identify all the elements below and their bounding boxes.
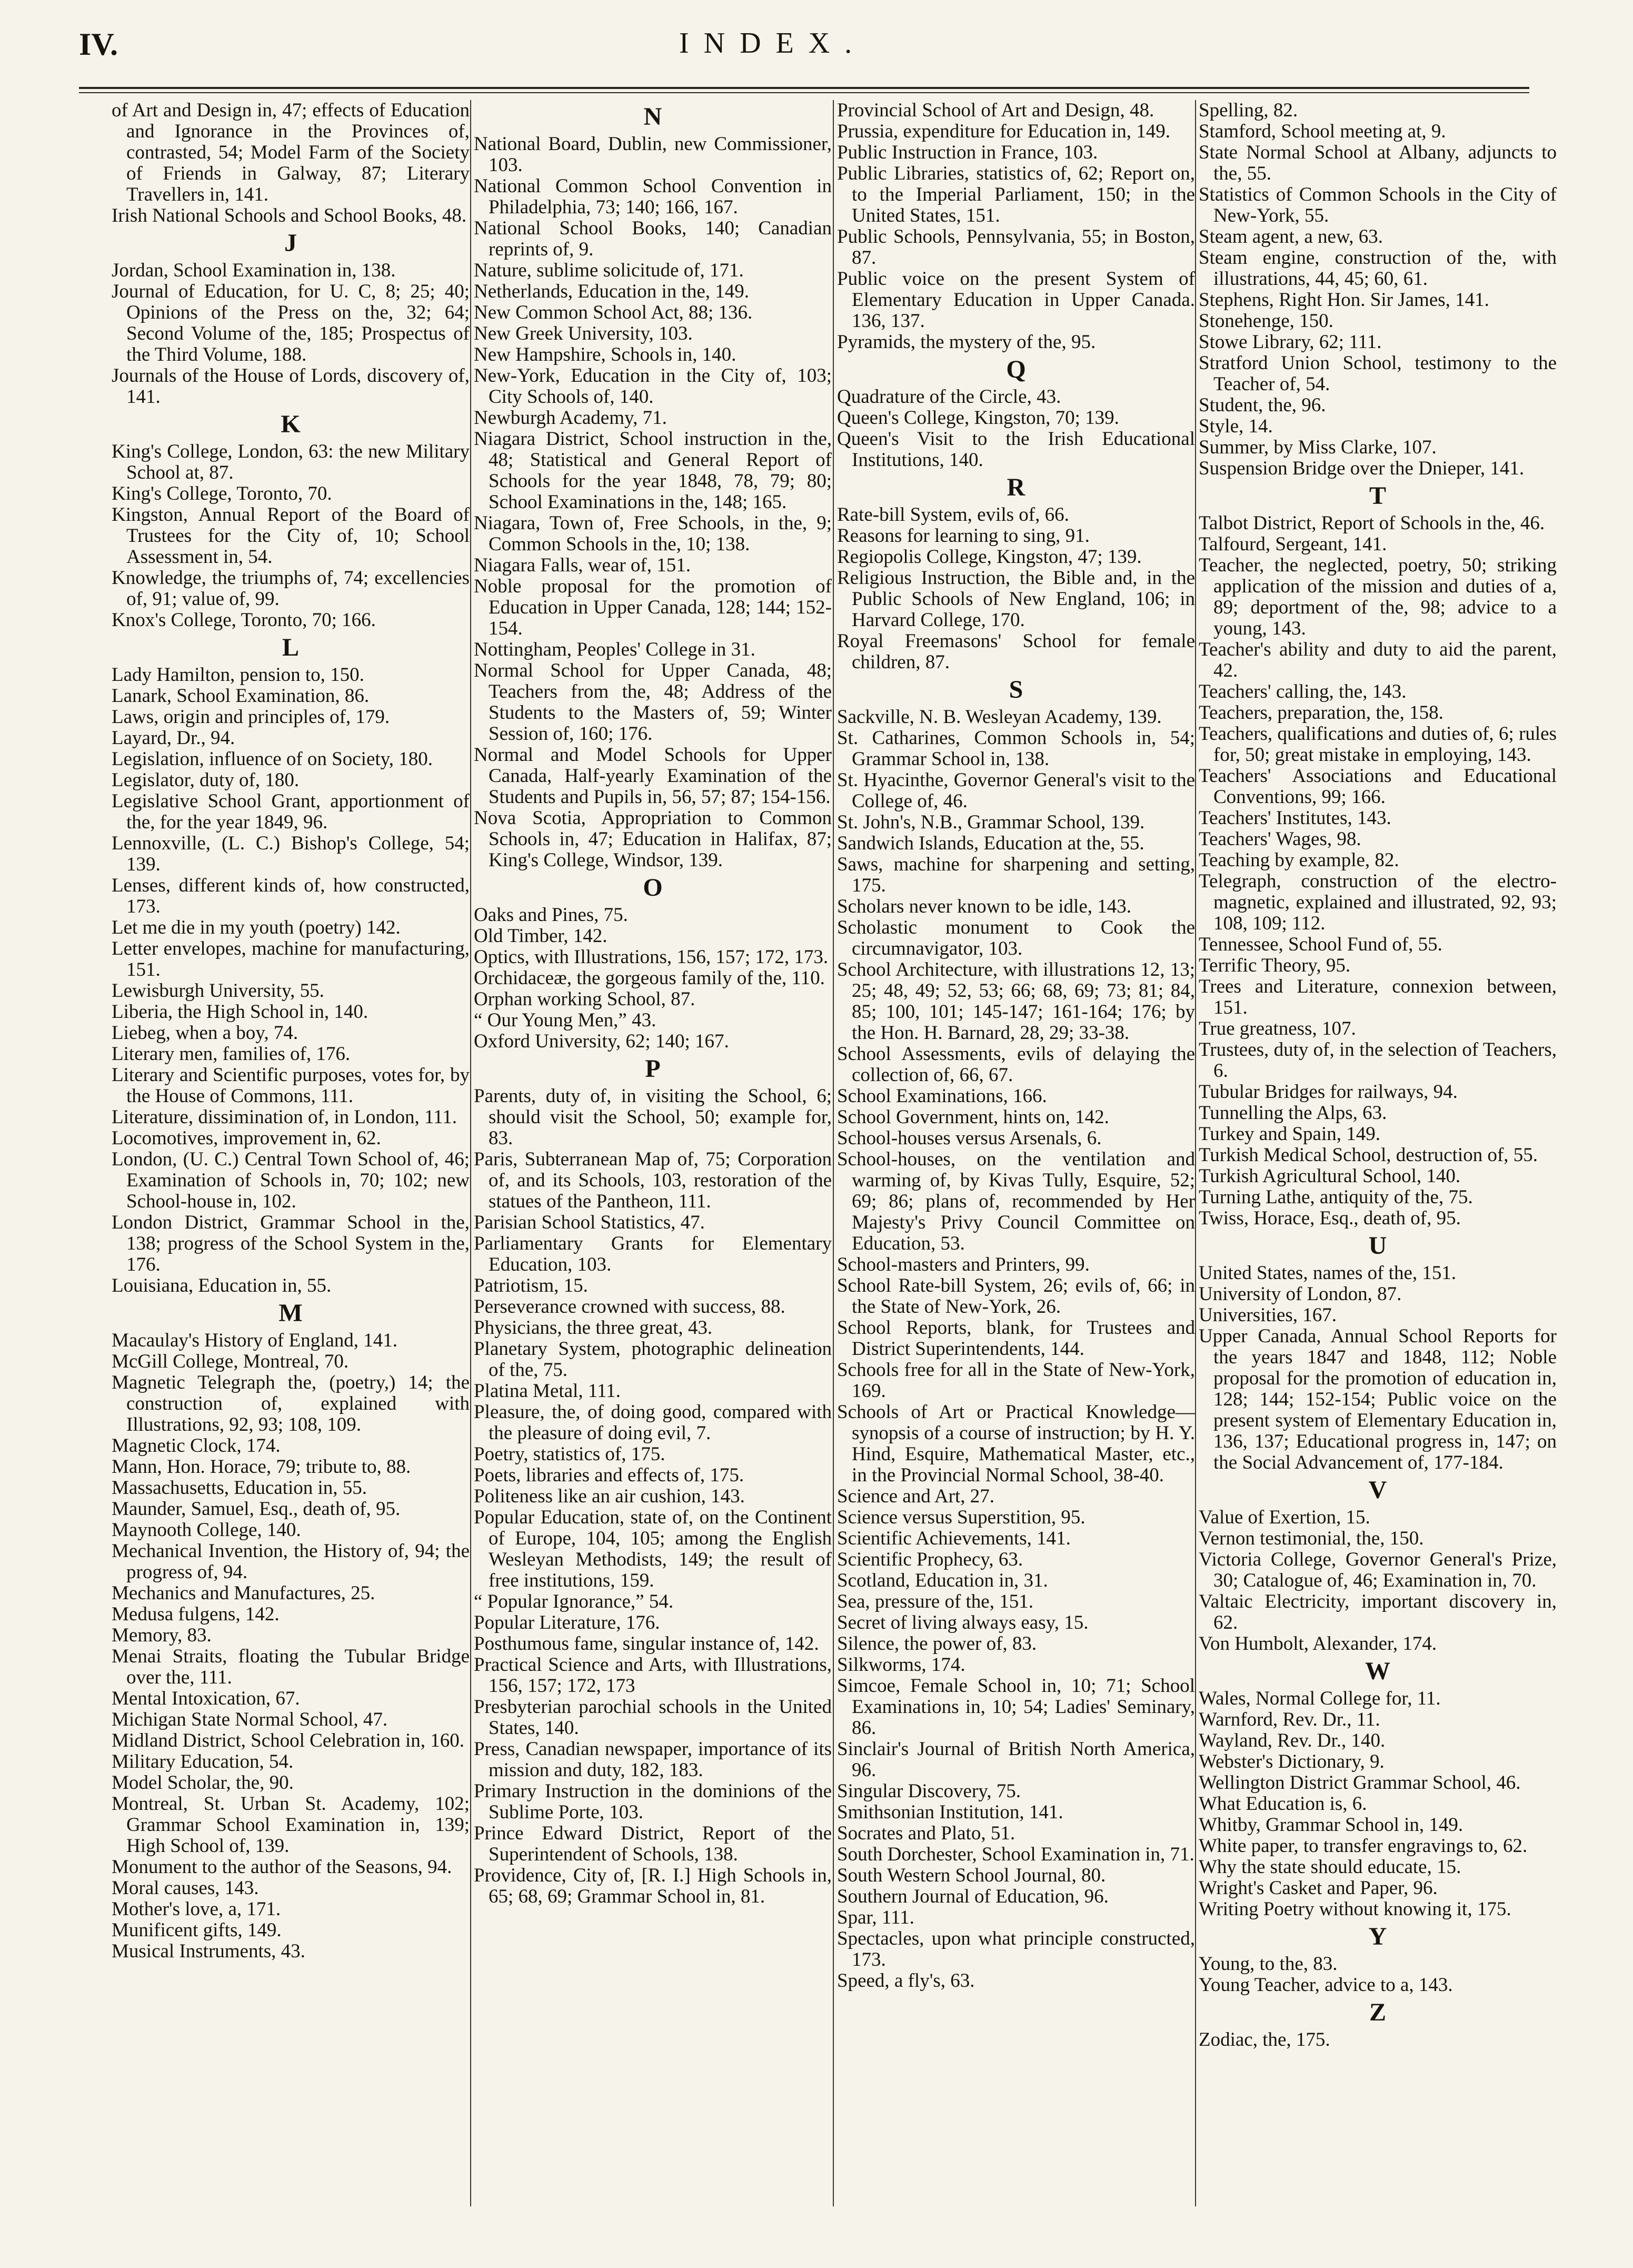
- index-entry: School Assessments, evils of delaying the collection of, 66, 67.: [837, 1043, 1195, 1086]
- index-entry: King's College, Toronto, 70.: [112, 483, 332, 504]
- index-entry: Spar, 111.: [837, 1907, 914, 1928]
- section-letter-heading: W: [1365, 1657, 1390, 1685]
- index-entry: Parents, duty of, in visiting the School, 6; should visit the School, 50; example for, 83.: [474, 1085, 832, 1149]
- index-entry: Macaulay's History of England, 141.: [112, 1330, 398, 1351]
- index-entry: Knox's College, Toronto, 70; 166.: [112, 609, 376, 631]
- index-entry: Scotland, Education in, 31.: [837, 1570, 1048, 1591]
- index-entry: Queen's College, Kingston, 70; 139.: [837, 407, 1119, 429]
- index-entry: Public Schools, Pennsylvania, 55; in Boston, 87.: [837, 226, 1195, 269]
- index-entry: Niagara, Town of, Free Schools, in the, 9; Common Schools in the, 10; 138.: [474, 512, 832, 555]
- index-entry: Providence, City of, [R. I.] High Schools in, 65; 68, 69; Grammar School in, 81.: [474, 1865, 832, 1907]
- section-letter-heading: O: [643, 874, 663, 902]
- index-entry: Regiopolis College, Kingston, 47; 139.: [837, 546, 1142, 568]
- index-entry: Style, 14.: [1199, 415, 1273, 437]
- index-entry: Sackville, N. B. Wesleyan Academy, 139.: [837, 706, 1162, 728]
- index-entry: Pleasure, the, of doing good, compared with the pleasure of doing evil, 7.: [474, 1401, 832, 1444]
- index-entry: Wales, Normal College for, 11.: [1199, 1688, 1441, 1709]
- index-entry: Paris, Subterranean Map of, 75; Corporation of, and its Schools, 103, restoration of the statues of the Pantheon, 111.: [474, 1148, 832, 1212]
- index-entry: Oxford University, 62; 140; 167.: [474, 1031, 729, 1052]
- index-entry: Parliamentary Grants for Elementary Education, 103.: [474, 1233, 832, 1275]
- index-entry: Normal and Model Schools for Upper Canada, Half-yearly Examination of the Students and Pupils in, 56, 57; 87; 154-156.: [474, 744, 832, 808]
- index-entry: National Board, Dublin, new Commissioner, 103.: [474, 133, 832, 176]
- index-entry: Teachers' Institutes, 143.: [1199, 807, 1391, 829]
- index-entry: Turkish Medical School, destruction of, 55.: [1199, 1144, 1538, 1166]
- index-entry: Wright's Casket and Paper, 96.: [1199, 1877, 1438, 1899]
- index-entry: Tubular Bridges for railways, 94.: [1199, 1081, 1458, 1103]
- index-entry: Valtaic Electricity, important discovery in, 62.: [1199, 1591, 1557, 1633]
- index-entry: Von Humbolt, Alexander, 174.: [1199, 1633, 1437, 1655]
- index-entry: Letter envelopes, machine for manufacturing, 151.: [112, 938, 470, 981]
- index-entry: Liebeg, when a boy, 74.: [112, 1022, 298, 1044]
- index-entry: Louisiana, Education in, 55.: [112, 1275, 332, 1296]
- index-entry: Turkey and Spain, 149.: [1199, 1123, 1380, 1145]
- index-entry: Teachers, preparation, the, 158.: [1199, 702, 1443, 724]
- index-entry: Newburgh Academy, 71.: [474, 407, 667, 429]
- index-entry: Turkish Agricultural School, 140.: [1199, 1165, 1461, 1187]
- index-entry: National School Books, 140; Canadian reprints of, 9.: [474, 217, 832, 260]
- index-entry: Teachers' Wages, 98.: [1199, 828, 1361, 850]
- page-number: IV.: [79, 27, 118, 62]
- index-entry: Nottingham, Peoples' College in 31.: [474, 639, 755, 660]
- index-entry: Speed, a fly's, 63.: [837, 1970, 975, 1992]
- column-divider: [470, 100, 471, 2206]
- index-entry: Poetry, statistics of, 175.: [474, 1443, 665, 1465]
- section-letter-heading: J: [284, 229, 297, 257]
- index-entry: Steam agent, a new, 63.: [1199, 226, 1383, 247]
- index-entry: of Art and Design in, 47; effects of Education and Ignorance in the Provinces of, contrasted, 54; Model Farm of the Society of Friends in Galway, 87; Literary Travellers in, 141.: [112, 100, 470, 205]
- index-entry: Royal Freemasons' School for female children, 87.: [837, 630, 1195, 673]
- index-entry: Optics, with Illustrations, 156, 157; 172, 173.: [474, 946, 829, 968]
- index-entry: Tennessee, School Fund of, 55.: [1199, 934, 1442, 955]
- index-entry: Teacher's ability and duty to aid the parent, 42.: [1199, 639, 1557, 681]
- index-entry: Talbot District, Report of Schools in the, 46.: [1199, 512, 1545, 534]
- section-letter-heading: S: [1009, 676, 1023, 704]
- index-entry: Legislator, duty of, 180.: [112, 769, 300, 791]
- index-entry: South Western School Journal, 80.: [837, 1865, 1106, 1886]
- index-entry: Let me die in my youth (poetry) 142.: [112, 917, 401, 938]
- index-entry: Student, the, 96.: [1199, 394, 1326, 416]
- index-entry: Writing Poetry without knowing it, 175.: [1199, 1898, 1511, 1920]
- index-entry: Prussia, expenditure for Education in, 149.: [837, 121, 1170, 142]
- index-entry: Talfourd, Sergeant, 141.: [1199, 533, 1387, 555]
- index-entry: Mechanical Invention, the History of, 94; the progress of, 94.: [112, 1540, 470, 1583]
- index-entry: Orchidaceæ, the gorgeous family of the, 110.: [474, 967, 825, 989]
- header-rule-thin: [79, 92, 1529, 93]
- index-entry: Twiss, Horace, Esq., death of, 95.: [1199, 1207, 1461, 1229]
- index-entry: Netherlands, Education in the, 149.: [474, 281, 750, 302]
- index-entry: Irish National Schools and School Books, 48.: [112, 205, 467, 226]
- index-entry: Trustees, duty of, in the selection of Teachers, 6.: [1199, 1039, 1557, 1082]
- index-entry: Moral causes, 143.: [112, 1877, 259, 1899]
- index-entry: Zodiac, the, 175.: [1199, 2029, 1330, 2051]
- index-entry: “ Popular Ignorance,” 54.: [474, 1591, 674, 1612]
- index-entry: Knowledge, the triumphs of, 74; excellencies of, 91; value of, 99.: [112, 567, 470, 610]
- index-entry: Mental Intoxication, 67.: [112, 1688, 300, 1709]
- index-entry: Journal of Education, for U. C, 8; 25; 40; Opinions of the Press on the, 32; 64; Second Volume of the, 185; Prospectus of the Third Volume, 188.: [112, 281, 470, 365]
- index-entry: London, (U. C.) Central Town School of, 46; Examination of Schools in, 70; 102; new School-house in, 102.: [112, 1148, 470, 1212]
- index-entry: Nova Scotia, Appropriation to Common Schools in, 47; Education in Halifax, 87; King's College, Windsor, 139.: [474, 807, 832, 871]
- index-entry: Trees and Literature, connexion between, 151.: [1199, 976, 1557, 1018]
- index-entry: Summer, by Miss Clarke, 107.: [1199, 437, 1437, 458]
- index-entry: Provincial School of Art and Design, 48.: [837, 100, 1154, 121]
- index-entry: Lady Hamilton, pension to, 150.: [112, 664, 364, 686]
- index-entry: Teachers' Associations and Educational Conventions, 99; 166.: [1199, 765, 1557, 808]
- index-entry: Universities, 167.: [1199, 1304, 1337, 1326]
- index-entry: Platina Metal, 111.: [474, 1380, 621, 1402]
- index-entry: Politeness like an air cushion, 143.: [474, 1485, 745, 1507]
- index-entry: University of London, 87.: [1199, 1283, 1402, 1305]
- index-entry: School Rate-bill System, 26; evils of, 66; in the State of New-York, 26.: [837, 1275, 1195, 1318]
- index-entry: Religious Instruction, the Bible and, in the Public Schools of New England, 106; in Harvard College, 170.: [837, 567, 1195, 631]
- index-entry: What Education is, 6.: [1199, 1793, 1367, 1815]
- index-entry: Schools of Art or Practical Knowledge—synopsis of a course of instruction; by H. Y. Hind, Esquire, Mathematical Master, etc., in the Provincial Normal School, 38-40.: [837, 1401, 1195, 1486]
- index-entry: White paper, to transfer engravings to, 62.: [1199, 1835, 1528, 1857]
- index-entry: St. Hyacinthe, Governor General's visit to the College of, 46.: [837, 769, 1195, 812]
- index-entry: Scientific Prophecy, 63.: [837, 1549, 1023, 1570]
- index-entry: Statistics of Common Schools in the City of New-York, 55.: [1199, 184, 1557, 226]
- index-entry: School Examinations, 166.: [837, 1085, 1047, 1107]
- index-entry: Medusa fulgens, 142.: [112, 1603, 280, 1625]
- section-letter-heading: K: [281, 410, 301, 438]
- index-entry: Terrific Theory, 95.: [1199, 955, 1351, 976]
- index-entry: Musical Instruments, 43.: [112, 1940, 305, 1962]
- index-entry: Stamford, School meeting at, 9.: [1199, 121, 1446, 142]
- index-entry: Press, Canadian newspaper, importance of its mission and duty, 182, 183.: [474, 1738, 832, 1781]
- index-entry: Physicians, the three great, 43.: [474, 1317, 713, 1339]
- index-entry: Queen's Visit to the Irish Educational Institutions, 140.: [837, 428, 1195, 471]
- index-entry: Old Timber, 142.: [474, 925, 608, 947]
- index-entry: Journals of the House of Lords, discovery of, 141.: [112, 365, 470, 408]
- index-entry: Lanark, School Examination, 86.: [112, 685, 370, 707]
- index-entry: Liberia, the High School in, 140.: [112, 1001, 369, 1023]
- index-entry: Model Scholar, the, 90.: [112, 1772, 294, 1794]
- index-entry: Normal School for Upper Canada, 48; Teachers from the, 48; Address of the Students to the Masters of, 59; Winter Session of, 160; 176.: [474, 660, 832, 745]
- index-entry: Silkworms, 174.: [837, 1654, 965, 1676]
- index-entry: Upper Canada, Annual School Reports for the years 1847 and 1848, 112; Noble proposal for the promotion of education in, 128; 144; 152-154; Public voice on the present system of Elementary Education in, 136, 137; Educational progress in, 147; on the Social Advancement of, 177-184.: [1199, 1325, 1557, 1473]
- index-entry: Poets, libraries and effects of, 175.: [474, 1464, 744, 1486]
- index-entry: Wellington District Grammar School, 46.: [1199, 1772, 1521, 1794]
- index-entry: Secret of living always easy, 15.: [837, 1612, 1089, 1633]
- index-entry: Pyramids, the mystery of the, 95.: [837, 331, 1096, 353]
- section-letter-heading: V: [1368, 1476, 1387, 1504]
- index-entry: Singular Discovery, 75.: [837, 1780, 1021, 1802]
- index-entry: Perseverance crowned with success, 88.: [474, 1296, 785, 1318]
- index-entry: New Greek University, 103.: [474, 323, 693, 344]
- section-letter-heading: N: [643, 103, 662, 131]
- index-entry: Southern Journal of Education, 96.: [837, 1886, 1109, 1907]
- index-entry: Saws, machine for sharpening and setting, 175.: [837, 854, 1195, 896]
- index-entry: Why the state should educate, 15.: [1199, 1856, 1461, 1878]
- index-entry: Scientific Achievements, 141.: [837, 1528, 1071, 1549]
- index-entry: Patriotism, 15.: [474, 1275, 588, 1296]
- index-entry: Memory, 83.: [112, 1625, 212, 1646]
- index-entry: Literary and Scientific purposes, votes for, by the House of Commons, 111.: [112, 1064, 470, 1107]
- index-entry: Locomotives, improvement in, 62.: [112, 1127, 381, 1149]
- index-entry: Turning Lathe, antiquity of the, 75.: [1199, 1186, 1473, 1208]
- index-entry: Warnford, Rev. Dr., 11.: [1199, 1709, 1380, 1730]
- index-entry: Monument to the author of the Seasons, 94.: [112, 1856, 452, 1878]
- index-entry: Sandwich Islands, Education at the, 55.: [837, 833, 1144, 854]
- section-letter-heading: P: [645, 1055, 661, 1083]
- index-entry: Webster's Dictionary, 9.: [1199, 1751, 1385, 1772]
- index-entry: Stephens, Right Hon. Sir James, 141.: [1199, 289, 1489, 311]
- section-letter-heading: U: [1368, 1232, 1387, 1260]
- index-entry: Quadrature of the Circle, 43.: [837, 386, 1061, 408]
- index-entry: Young Teacher, advice to a, 143.: [1199, 1974, 1453, 1996]
- index-entry: Presbyterian parochial schools in the United States, 140.: [474, 1696, 832, 1739]
- index-entry: School Architecture, with illustrations 12, 13; 25; 48, 49; 52, 53; 66; 68, 69; 73; 81; 84, 85; 100, 101; 145-147; 161-164; 176; by the Hon. H. Barnard, 28, 29; 33-38.: [837, 959, 1195, 1044]
- index-entry: Stratford Union School, testimony to the Teacher of, 54.: [1199, 352, 1557, 395]
- index-entry: Sinclair's Journal of British North America, 96.: [837, 1738, 1195, 1781]
- index-entry: St. John's, N.B., Grammar School, 139.: [837, 811, 1145, 833]
- index-entry: Schools free for all in the State of New-York, 169.: [837, 1359, 1195, 1402]
- index-entry: True greatness, 107.: [1199, 1018, 1356, 1039]
- index-entry: Socrates and Plato, 51.: [837, 1823, 1015, 1844]
- index-entry: Mechanics and Manufactures, 25.: [112, 1582, 375, 1604]
- index-entry: “ Our Young Men,” 43.: [474, 1009, 656, 1031]
- index-entry: Posthumous fame, singular instance of, 142.: [474, 1633, 819, 1655]
- index-entry: Lewisburgh University, 55.: [112, 980, 324, 1002]
- index-entry: Young, to the, 83.: [1199, 1953, 1338, 1975]
- index-entry: Popular Literature, 176.: [474, 1612, 660, 1633]
- index-entry: Teacher, the neglected, poetry, 50; striking application of the mission and duties of a, 89; deportment of the, 98; advice to a young, 143.: [1199, 554, 1557, 639]
- section-letter-heading: M: [278, 1299, 303, 1327]
- index-column-4: [1199, 100, 1557, 2254]
- index-entry: Simcoe, Female School in, 10; 71; School Examinations in, 10; 54; Ladies' Seminary, 86.: [837, 1675, 1195, 1739]
- index-entry: Teaching by example, 82.: [1199, 849, 1399, 871]
- index-entry: Mother's love, a, 171.: [112, 1898, 281, 1920]
- index-entry: McGill College, Montreal, 70.: [112, 1351, 349, 1372]
- section-letter-heading: R: [1007, 473, 1025, 501]
- index-entry: Vernon testimonial, the, 150.: [1199, 1528, 1424, 1549]
- index-entry: Prince Edward District, Report of the Superintendent of Schools, 138.: [474, 1823, 832, 1865]
- index-entry: Spelling, 82.: [1199, 100, 1298, 121]
- index-entry: Scholars never known to be idle, 143.: [837, 896, 1131, 917]
- index-entry: Laws, origin and principles of, 179.: [112, 706, 390, 728]
- header-rule: [79, 87, 1529, 89]
- index-entry: Nature, sublime solicitude of, 171.: [474, 260, 744, 281]
- index-entry: Midland District, School Celebration in, 160.: [112, 1730, 465, 1751]
- index-entry: Spectacles, upon what principle constructed, 173.: [837, 1928, 1195, 1970]
- index-entry: Practical Science and Arts, with Illustrations, 156, 157; 172, 173: [474, 1654, 832, 1697]
- index-entry: Mann, Hon. Horace, 79; tribute to, 88.: [112, 1456, 411, 1478]
- index-entry: National Common School Convention in Philadelphia, 73; 140; 166, 167.: [474, 175, 832, 218]
- index-entry: Smithsonian Institution, 141.: [837, 1801, 1063, 1823]
- index-entry: School Reports, blank, for Trustees and District Superintendents, 144.: [837, 1317, 1195, 1360]
- index-entry: London District, Grammar School in the, 138; progress of the School System in the, 176.: [112, 1212, 470, 1275]
- index-entry: St. Catharines, Common Schools in, 54; Grammar School in, 138.: [837, 727, 1195, 770]
- index-entry: Science and Art, 27.: [837, 1485, 994, 1507]
- column-divider: [833, 100, 834, 2206]
- index-entry: Rate-bill System, evils of, 66.: [837, 504, 1069, 526]
- index-entry: Whitby, Grammar School in, 149.: [1199, 1814, 1463, 1836]
- index-entry: New Hampshire, Schools in, 140.: [474, 344, 736, 365]
- index-entry: Stowe Library, 62; 111.: [1199, 331, 1382, 353]
- index-entry: South Dorchester, School Examination in, 71.: [837, 1844, 1194, 1865]
- index-entry: Literary men, families of, 176.: [112, 1043, 351, 1065]
- index-entry: Menai Straits, floating the Tubular Bridge over the, 111.: [112, 1646, 470, 1688]
- index-entry: Munificent gifts, 149.: [112, 1919, 282, 1941]
- index-entry: Planetary System, photographic delineation of the, 75.: [474, 1338, 832, 1381]
- index-entry: Silence, the power of, 83.: [837, 1633, 1037, 1655]
- index-entry: Popular Education, state of, on the Continent of Europe, 104, 105; among the English Wesleyan Methodists, 149; the result of free institutions, 159.: [474, 1507, 832, 1591]
- index-entry: Telegraph, construction of the electro-magnetic, explained and illustrated, 92, 93; 108, 109; 112.: [1199, 870, 1557, 934]
- index-entry: Noble proposal for the promotion of Education in Upper Canada, 128; 144; 152-154.: [474, 576, 832, 639]
- index-entry: Parisian School Statistics, 47.: [474, 1212, 705, 1233]
- index-column-2: [474, 100, 832, 2254]
- index-entry: Reasons for learning to sing, 91.: [837, 525, 1090, 547]
- index-entry: New Common School Act, 88; 136.: [474, 302, 753, 323]
- section-letter-heading: L: [282, 633, 299, 661]
- section-letter-heading: T: [1369, 482, 1386, 510]
- index-entry: Wayland, Rev. Dr., 140.: [1199, 1730, 1386, 1751]
- index-entry: Teachers' calling, the, 143.: [1199, 681, 1407, 702]
- index-entry: Scholastic monument to Cook the circumnavigator, 103.: [837, 917, 1195, 959]
- index-entry: Niagara Falls, wear of, 151.: [474, 554, 691, 576]
- index-entry: Military Education, 54.: [112, 1751, 294, 1772]
- index-entry: Massachusetts, Education in, 55.: [112, 1477, 367, 1499]
- index-entry: New-York, Education in the City of, 103; City Schools of, 140.: [474, 365, 832, 408]
- index-entry: Kingston, Annual Report of the Board of Trustees for the City of, 10; School Assessment in, 54.: [112, 504, 470, 568]
- index-entry: State Normal School at Albany, adjuncts to the, 55.: [1199, 142, 1557, 184]
- index-entry: Montreal, St. Urban St. Academy, 102; Grammar School Examination in, 139; High School of, 139.: [112, 1793, 470, 1857]
- index-entry: Magnetic Telegraph the, (poetry,) 14; the construction of, explained with Illustrations, 92, 93; 108, 109.: [112, 1372, 470, 1435]
- index-entry: Tunnelling the Alps, 63.: [1199, 1102, 1387, 1124]
- index-entry: Magnetic Clock, 174.: [112, 1435, 281, 1457]
- section-letter-heading: Z: [1369, 1998, 1386, 2026]
- index-entry: Orphan working School, 87.: [474, 988, 695, 1010]
- section-letter-heading: Q: [1006, 355, 1026, 383]
- column-divider: [1195, 100, 1196, 2206]
- index-entry: Michigan State Normal School, 47.: [112, 1709, 388, 1730]
- index-entry: Niagara District, School instruction in the, 48; Statistical and General Report of Schools for the year 1848, 78, 79; 80; School Examinations in the, 148; 165.: [474, 428, 832, 513]
- index-entry: Maynooth College, 140.: [112, 1519, 301, 1541]
- index-entry: United States, names of the, 151.: [1199, 1262, 1457, 1284]
- index-entry: Public voice on the present System of Elementary Education in Upper Canada. 136, 137.: [837, 268, 1195, 332]
- index-entry: Value of Exertion, 15.: [1199, 1507, 1370, 1528]
- section-letter-heading: Y: [1368, 1923, 1387, 1950]
- index-entry: Teachers, qualifications and duties of, 6; rules for, 50; great mistake in employing, 143.: [1199, 723, 1557, 766]
- index-entry: Legislative School Grant, apportionment of the, for the year 1849, 96.: [112, 790, 470, 833]
- index-entry: Maunder, Samuel, Esq., death of, 95.: [112, 1498, 401, 1520]
- index-entry: Legislation, influence of on Society, 180.: [112, 748, 433, 770]
- index-entry: Lenses, different kinds of, how constructed, 173.: [112, 875, 470, 917]
- index-entry: School Government, hints on, 142.: [837, 1106, 1109, 1128]
- index-entry: Sea, pressure of the, 151.: [837, 1591, 1033, 1612]
- index-entry: Layard, Dr., 94.: [112, 727, 235, 749]
- index-entry: Science versus Superstition, 95.: [837, 1507, 1086, 1528]
- index-column-3: [837, 100, 1195, 2254]
- index-entry: Steam engine, construction of the, with illustrations, 44, 45; 60, 61.: [1199, 247, 1557, 290]
- index-entry: Lennoxville, (L. C.) Bishop's College, 54; 139.: [112, 833, 470, 875]
- index-entry: Public Instruction in France, 103.: [837, 142, 1098, 163]
- page-header: [0, 21, 1633, 68]
- index-entry: Primary Instruction in the dominions of the Sublime Porte, 103.: [474, 1780, 832, 1823]
- index-entry: Stonehenge, 150.: [1199, 310, 1333, 332]
- index-entry: Literature, dissimination of, in London, 111.: [112, 1106, 457, 1128]
- index-entry: Suspension Bridge over the Dnieper, 141.: [1199, 458, 1525, 479]
- page-title: INDEX.: [679, 27, 867, 60]
- index-entry: King's College, London, 63: the new Military School at, 87.: [112, 441, 470, 483]
- index-entry: School-masters and Printers, 99.: [837, 1254, 1090, 1275]
- index-entry: School-houses, on the ventilation and warming of, by Kivas Tully, Esquire, 52; 69; 86; plans of, recommended by Her Majesty's Privy Council Committee on Education, 53.: [837, 1148, 1195, 1254]
- index-entry: Oaks and Pines, 75.: [474, 904, 628, 926]
- index-entry: School-houses versus Arsenals, 6.: [837, 1127, 1102, 1149]
- index-column-1: [112, 100, 470, 2254]
- index-entry: Victoria College, Governor General's Prize, 30; Catalogue of, 46; Examination in, 70.: [1199, 1549, 1557, 1591]
- index-entry: Public Libraries, statistics of, 62; Report on, to the Imperial Parliament, 150; in the United States, 151.: [837, 163, 1195, 226]
- index-entry: Jordan, School Examination in, 138.: [112, 260, 396, 281]
